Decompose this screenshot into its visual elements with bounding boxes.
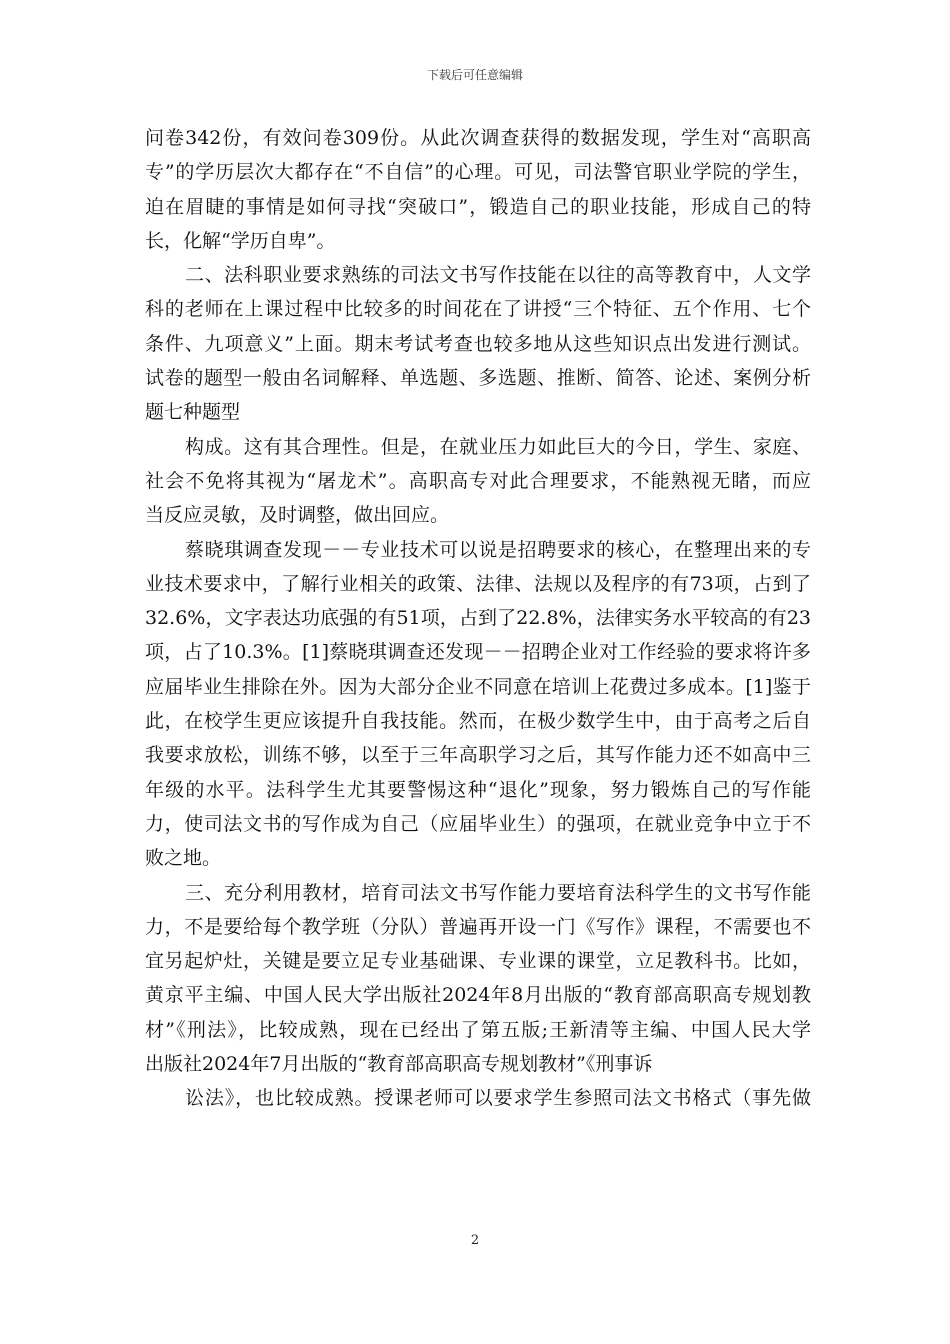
- text-line: 应届毕业生排除在外。因为大部分企业不同意在培训上花费过多成本。[1]鉴于: [145, 675, 811, 698]
- paragraph-first-line: 二、法科职业要求熟练的司法文书写作技能在以往的高等教育中，人文学: [185, 264, 811, 287]
- text-line: 迫在眉睫的事情是如何寻找“突破口”，锻造自己的职业技能，形成自己的特: [145, 195, 811, 218]
- text-line: 材”《刑法》，比较成熟，现在已经出了第五版;王新清等主编、中国人民大学: [145, 1018, 811, 1041]
- text-line: 试卷的题型一般由名词解释、单选题、多选题、推断、简答、论述、案例分析: [145, 367, 811, 390]
- page-number: 2: [470, 1233, 480, 1248]
- text-line: 出版社2024年7月出版的“教育部高职高专规划教材”《刑事诉: [145, 1053, 653, 1076]
- text-line: 当反应灵敏，及时调整，做出回应。: [145, 504, 450, 527]
- text-line: 宜另起炉灶，关键是要立足专业基础课、专业课的课堂，立足教科书。比如，: [145, 950, 811, 973]
- text-line: 32.6%，文字表达功底强的有51项，占到了22.8%，法律实务水平较高的有23: [145, 607, 811, 630]
- document-body: [145, 124, 811, 1119]
- paragraph-first-line: 构成。这有其合理性。但是，在就业压力如此巨大的今日，学生、家庭、: [185, 435, 811, 458]
- text-line: 社会不免将其视为“屠龙术”。高职高专对此合理要求，不能熟视无睹，而应: [145, 469, 811, 492]
- text-line: 长，化解“学历自卑”。: [145, 229, 336, 252]
- text-line: 年级的水平。法科学生尤其要警惕这种“退化”现象，努力锻炼自己的写作能: [145, 778, 811, 801]
- text-line: 力，不是要给每个教学班（分队）普遍再开设一门《写作》课程，不需要也不: [145, 915, 811, 938]
- paragraph-first-line: 蔡晓琪调查发现－－专业技术可以说是招聘要求的核心，在整理出来的专: [185, 538, 811, 561]
- text-line: 此，在校学生更应该提升自我技能。然而，在极少数学生中，由于高考之后自: [145, 710, 811, 733]
- paragraph-first-line: 讼法》，也比较成熟。授课老师可以要求学生参照司法文书格式（事先做: [185, 1087, 811, 1110]
- text-line: 项，占了10.3%。[1]蔡晓琪调查还发现－－招聘企业对工作经验的要求将许多: [145, 641, 811, 664]
- text-line: 业技术要求中，了解行业相关的政策、法律、法规以及程序的有73项，占到了: [145, 572, 811, 595]
- text-line: 题七种题型: [145, 401, 241, 424]
- text-line: 科的老师在上课过程中比较多的时间花在了讲授“三个特征、五个作用、七个: [145, 298, 811, 321]
- text-line: 败之地。: [145, 847, 222, 870]
- paragraph-first-line: 三、充分利用教材，培育司法文书写作能力要培育法科学生的文书写作能: [185, 881, 811, 904]
- text-line: 黄京平主编、中国人民大学出版社2024年8月出版的“教育部高职高专规划教: [145, 984, 811, 1007]
- text-line: 我要求放松，训练不够，以至于三年高职学习之后，其写作能力还不如高中三: [145, 744, 811, 767]
- text-line: 力，使司法文书的写作成为自己（应届毕业生）的强项，在就业竞争中立于不: [145, 812, 811, 835]
- text-line: 条件、九项意义”上面。期末考试考查也较多地从这些知识点出发进行测试。: [145, 332, 811, 355]
- text-line: 问卷342份，有效问卷309份。从此次调查获得的数据发现，学生对“高职高: [145, 127, 811, 149]
- text-line: 专”的学历层次大都存在“不自信”的心理。可见，司法警官职业学院的学生，: [145, 161, 811, 184]
- page-header: 下载后可任意编辑: [426, 68, 523, 82]
